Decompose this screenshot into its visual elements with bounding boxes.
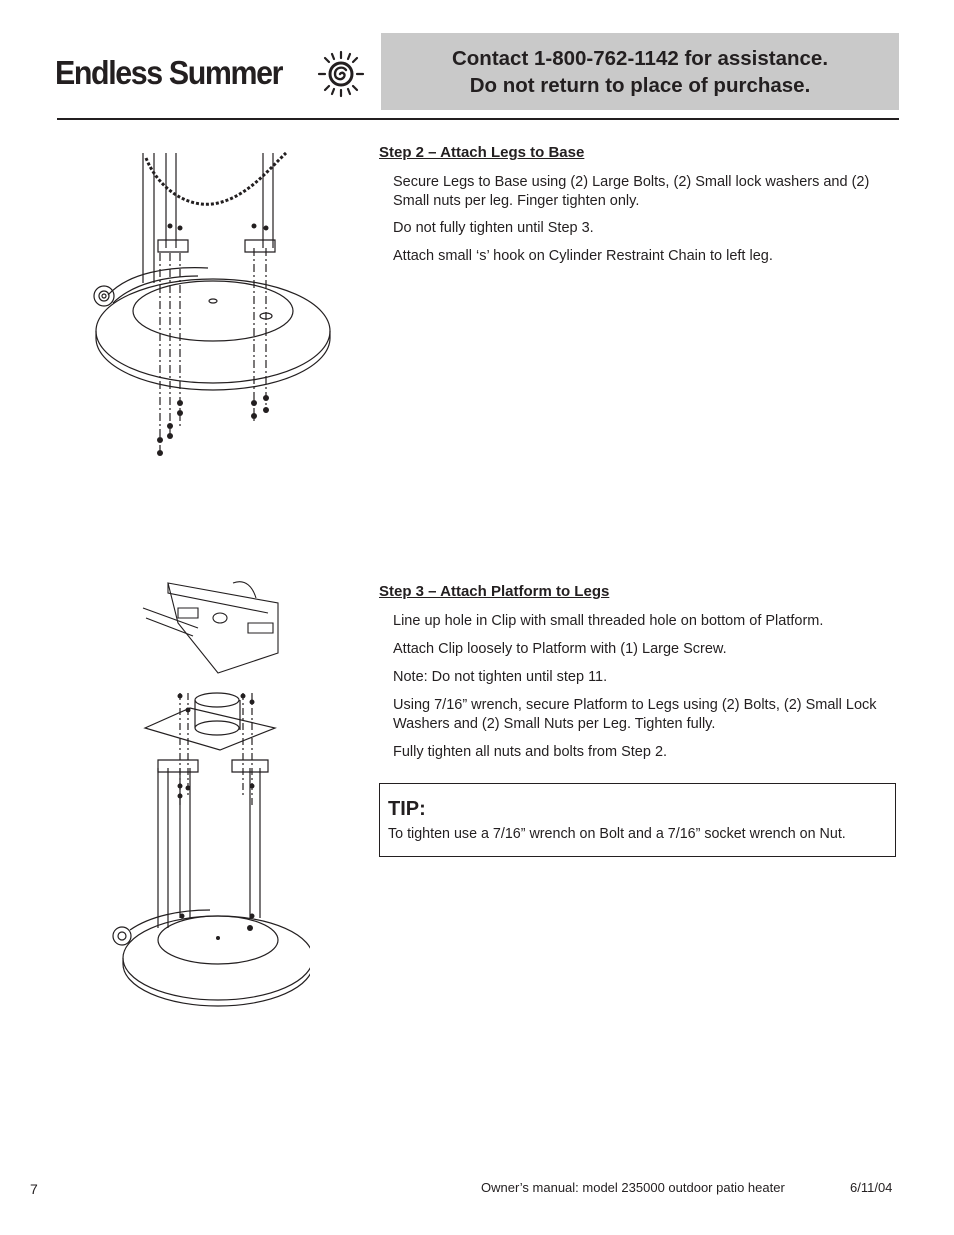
step2-title: Step 2 – Attach Legs to Base (379, 144, 585, 161)
return-policy-line: Do not return to place of purchase. (469, 73, 811, 97)
tip-heading: TIP: (388, 798, 426, 820)
step3-title: Step 3 – Attach Platform to Legs (379, 583, 610, 600)
page-number: 7 (30, 1181, 38, 1197)
footer-date: 6/11/04 (850, 1180, 893, 1195)
step2-paragraph: Secure Legs to Base using (2) Large Bolts, (2) Small lock washers and (2) Small nuts per leg. Finger tighten only. (393, 174, 870, 209)
step3-paragraph: Fully tighten all nuts and bolts from Step 2. (393, 744, 668, 760)
contact-phone-line: Contact 1-800-762-1142 for assistance. (451, 46, 829, 70)
step3-paragraph: Attach Clip loosely to Platform with (1) Large Screw. (393, 641, 727, 657)
footer-manual-title: Owner’s manual: model 235000 outdoor patio heater (481, 1180, 785, 1195)
tip-text: To tighten use a 7/16” wrench on Bolt and a 7/16” socket wrench on Nut. (388, 826, 846, 842)
step3-paragraph: Note: Do not tighten until step 11. (393, 669, 608, 685)
tip-box (379, 783, 896, 857)
step3-paragraph: Using 7/16” wrench, secure Platform to Legs using (2) Bolts, (2) Small Lock Washers and (2) Small Nuts per Leg. Tighten fully. (393, 697, 877, 732)
legs-to-base-illustration (88, 148, 338, 460)
brand-logo (55, 42, 375, 102)
contact-banner (381, 33, 899, 110)
platform-to-legs-illustration (110, 688, 310, 1010)
sun-icon (313, 46, 369, 102)
header-divider (57, 118, 899, 120)
step2-paragraph: Do not fully tighten until Step 3. (393, 220, 594, 236)
logo-text: Endless Summer (55, 54, 283, 91)
clip-detail-illustration (138, 578, 288, 678)
step2-paragraph: Attach small ‘s’ hook on Cylinder Restraint Chain to left leg. (393, 248, 773, 264)
step3-paragraph: Line up hole in Clip with small threaded hole on bottom of Platform. (393, 613, 824, 629)
